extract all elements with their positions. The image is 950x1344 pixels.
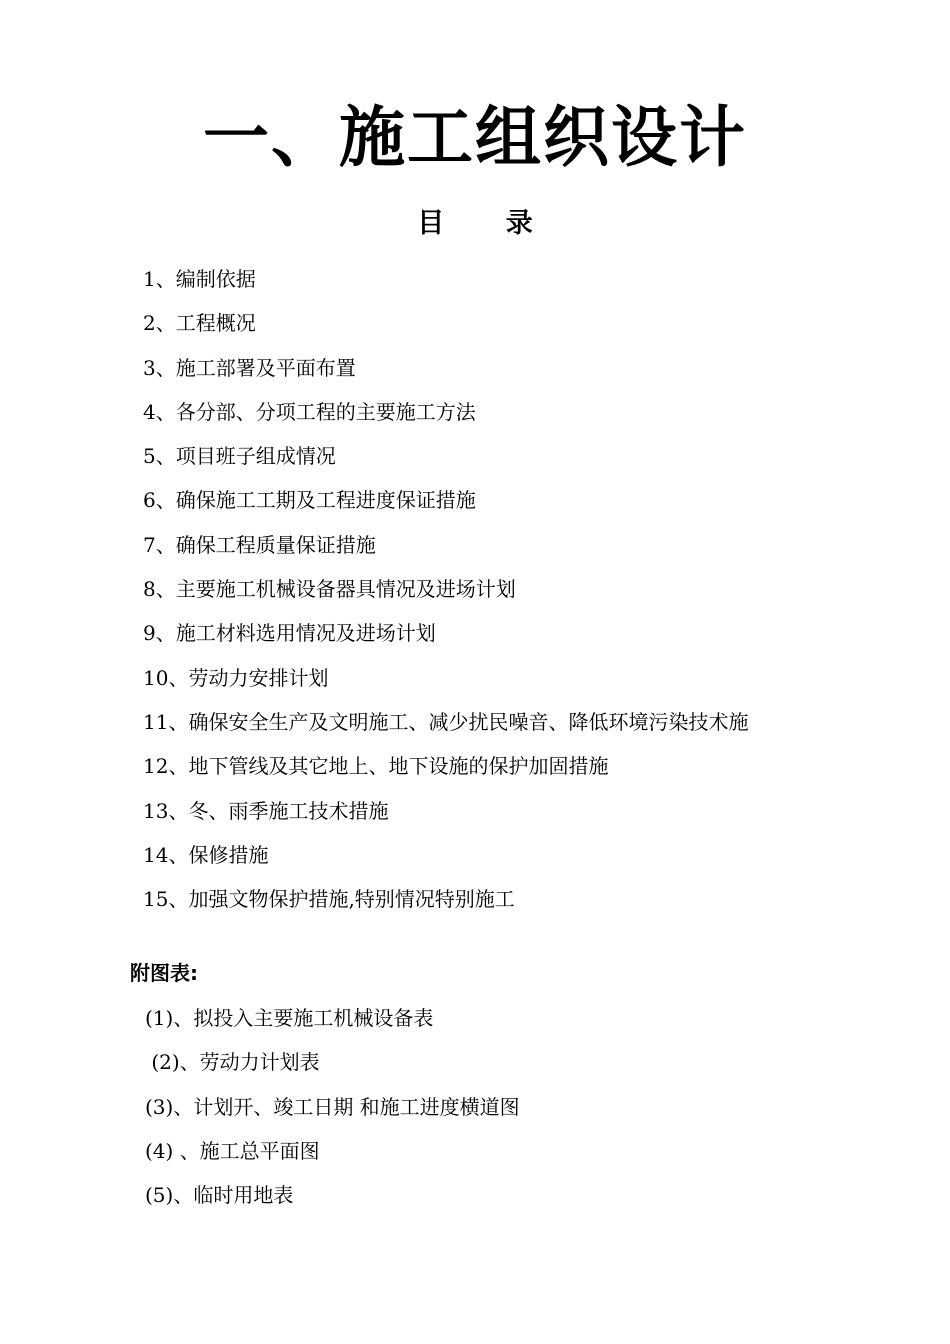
toc-item: 13、冬、雨季施工技术措施 xyxy=(143,798,389,823)
toc-item: 15、加强文物保护措施,特别情况特别施工 xyxy=(143,887,515,912)
appendix-item: (4) 、施工总平面图 xyxy=(145,1138,320,1163)
toc-item: 7、确保工程质量保证措施 xyxy=(143,532,376,557)
toc-item: 8、主要施工机械设备器具情况及进场计划 xyxy=(143,577,516,602)
toc-item: 12、地下管线及其它地上、地下设施的保护加固措施 xyxy=(143,754,609,779)
toc-item: 2、工程概况 xyxy=(143,311,256,336)
appendix-item: (1)、拟投入主要施工机械设备表 xyxy=(145,1006,434,1030)
table-of-contents xyxy=(143,264,823,928)
document-title: 一、施工组织设计 xyxy=(203,99,747,176)
toc-item: 3、施工部署及平面布置 xyxy=(143,355,356,380)
toc-item: 4、各分部、分项工程的主要施工方法 xyxy=(143,399,476,424)
toc-item: 1、编制依据 xyxy=(143,267,256,291)
appendix-heading: 附图表: xyxy=(130,961,198,985)
toc-item: 5、项目班子组成情况 xyxy=(143,444,336,469)
appendix-list xyxy=(145,1003,825,1224)
toc-item: 10、劳动力安排计划 xyxy=(143,665,329,690)
toc-item: 14、保修措施 xyxy=(143,842,269,867)
toc-heading: 目 录 xyxy=(417,208,533,239)
appendix-item: (2)、劳动力计划表 xyxy=(145,1050,320,1075)
toc-item: 11、确保安全生产及文明施工、减少扰民噪音、降低环境污染技术施 xyxy=(143,709,749,734)
toc-item: 9、施工材料选用情况及进场计划 xyxy=(143,621,436,646)
appendix-item: (3)、计划开、竣工日期 和施工进度横道图 xyxy=(145,1094,520,1119)
toc-item: 6、确保施工工期及工程进度保证措施 xyxy=(143,488,476,513)
appendix-item: (5)、临时用地表 xyxy=(145,1183,294,1208)
